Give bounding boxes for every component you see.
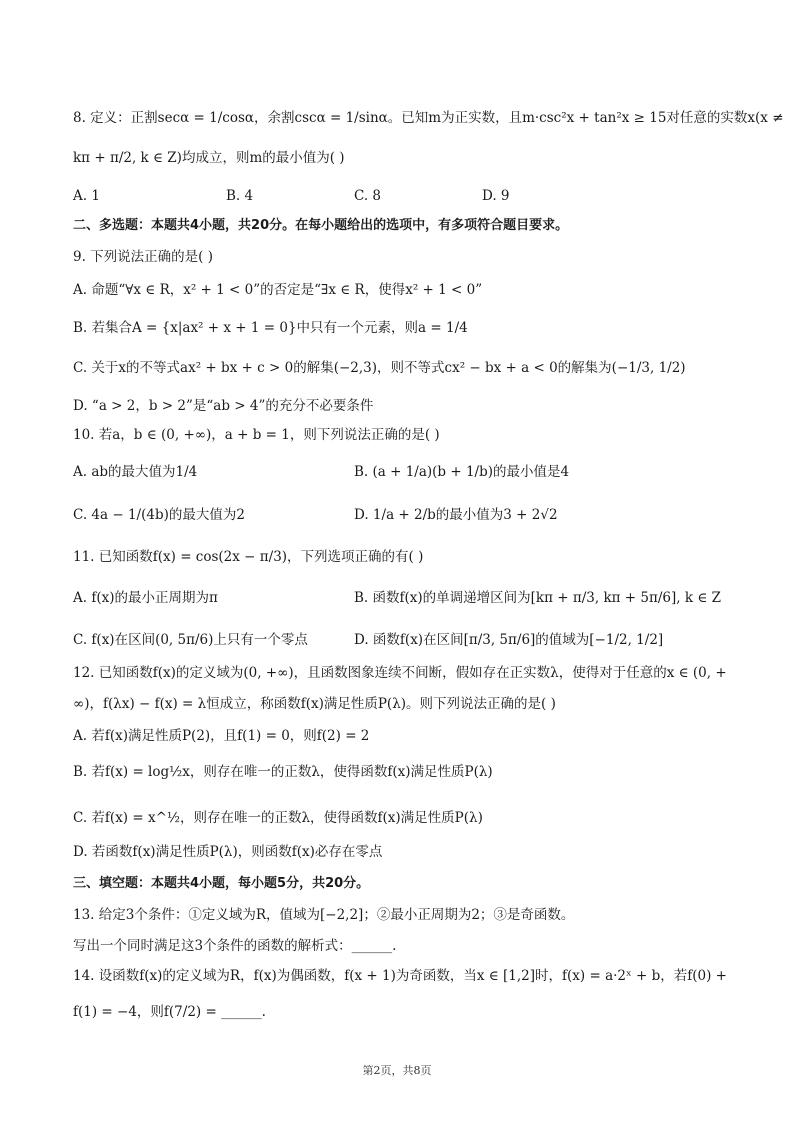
q13-line1: 13. 给定3个条件：①定义域为R，值域为[−2,2]；②最小正周期为2；③是奇函数。 bbox=[73, 907, 575, 923]
q8-option-d: D. 9 bbox=[482, 188, 510, 204]
q10-option-b: B. (a + 1/a)(b + 1/b)的最小值是4 bbox=[354, 464, 570, 480]
q10-option-c: C. 4a − 1/(4b)的最大值为2 bbox=[73, 507, 245, 523]
q9-option-b: B. 若集合A = {x|ax² + x + 1 = 0}中只有一个元素，则a = 1/4 bbox=[73, 320, 468, 336]
q14-line2: f(1) = −4，则f(7/2) = ______. bbox=[73, 1004, 266, 1020]
q11-option-b: B. 函数f(x)的单调递增区间为[kπ + π/3, kπ + 5π/6], k ∈ Z bbox=[354, 590, 721, 606]
section3-title: 三、填空题：本题共4小题，每小题5分，共20分。 bbox=[73, 876, 370, 891]
q12-option-c: C. 若f(x) = x^½，则存在唯一的正数λ，使得函数f(x)满足性质P(λ) bbox=[73, 810, 483, 826]
q12-line1: 12. 已知函数f(x)的定义域为(0, +∞)，且函数图象连续不间断，假如存在正实数λ，使得对于任意的x ∈ (0, + bbox=[73, 665, 727, 681]
q10-option-d: D. 1/a + 2/b的最小值为3 + 2√2 bbox=[354, 507, 558, 523]
section2-title: 二、多选题：本题共4小题，共20分。在每小题给出的选项中，有多项符合题目要求。 bbox=[73, 218, 569, 233]
q10-stem: 10. 若a，b ∈ (0, +∞)，a + b = 1，则下列说法正确的是( ) bbox=[73, 427, 440, 443]
q9-option-d: D. “a > 2，b > 2”是“ab > 4”的充分不必要条件 bbox=[73, 398, 374, 414]
q12-option-a: A. 若f(x)满足性质P(2)，且f(1) = 0，则f(2) = 2 bbox=[73, 728, 370, 744]
q14-line1: 14. 设函数f(x)的定义域为R，f(x)为偶函数，f(x + 1)为奇函数，当x ∈ [1,2]时，f(x) = a·2ˣ + b，若f(0) + bbox=[73, 968, 727, 984]
q13-line2: 写出一个同时满足这3个条件的函数的解析式：______. bbox=[73, 938, 397, 954]
q11-option-a: A. f(x)的最小正周期为π bbox=[73, 590, 218, 606]
q9-option-a: A. 命题“∀x ∈ R，x² + 1 < 0”的否定是“∃x ∈ R，使得x² + 1 < 0” bbox=[73, 282, 483, 298]
q8-option-b: B. 4 bbox=[226, 188, 254, 204]
q11-option-c: C. f(x)在区间(0, 5π/6)上只有一个零点 bbox=[73, 632, 308, 648]
q11-stem: 11. 已知函数f(x) = cos(2x − π/3)，下列选项正确的有( ) bbox=[73, 549, 424, 565]
q8-option-c: C. 8 bbox=[354, 188, 382, 204]
q11-option-d: D. 函数f(x)在区间[π/3, 5π/6]的值域为[−1/2, 1/2] bbox=[354, 632, 664, 648]
q9-option-c: C. 关于x的不等式ax² + bx + c > 0的解集(−2,3)，则不等式cx² − bx + a < 0的解集为(−1/3, 1/2) bbox=[73, 360, 686, 376]
q12-option-d: D. 若函数f(x)满足性质P(λ)，则函数f(x)必存在零点 bbox=[73, 844, 383, 860]
q8-option-a: A. 1 bbox=[73, 188, 100, 204]
q12-line2: ∞)，f(λx) − f(x) = λ恒成立，称函数f(x)满足性质P(λ)。则下列说法正确的是( ) bbox=[73, 696, 556, 712]
q8-line1: 8. 定义：正割secα = 1/cosα，余割cscα = 1/sinα。已知m为正实数，且m·csc²x + tan²x ≥ 15对任意的实数x(x ≠ bbox=[73, 110, 784, 126]
q10-option-a: A. ab的最大值为1/4 bbox=[73, 464, 198, 480]
q8-line2: kπ + π/2, k ∈ Z)均成立，则m的最小值为( ) bbox=[73, 150, 345, 166]
q12-option-b: B. 若f(x) = log½x，则存在唯一的正数λ，使得函数f(x)满足性质P(λ) bbox=[73, 764, 493, 780]
q9-stem: 9. 下列说法正确的是( ) bbox=[73, 249, 213, 265]
page-footer: 第2页，共8页 bbox=[362, 1064, 432, 1077]
